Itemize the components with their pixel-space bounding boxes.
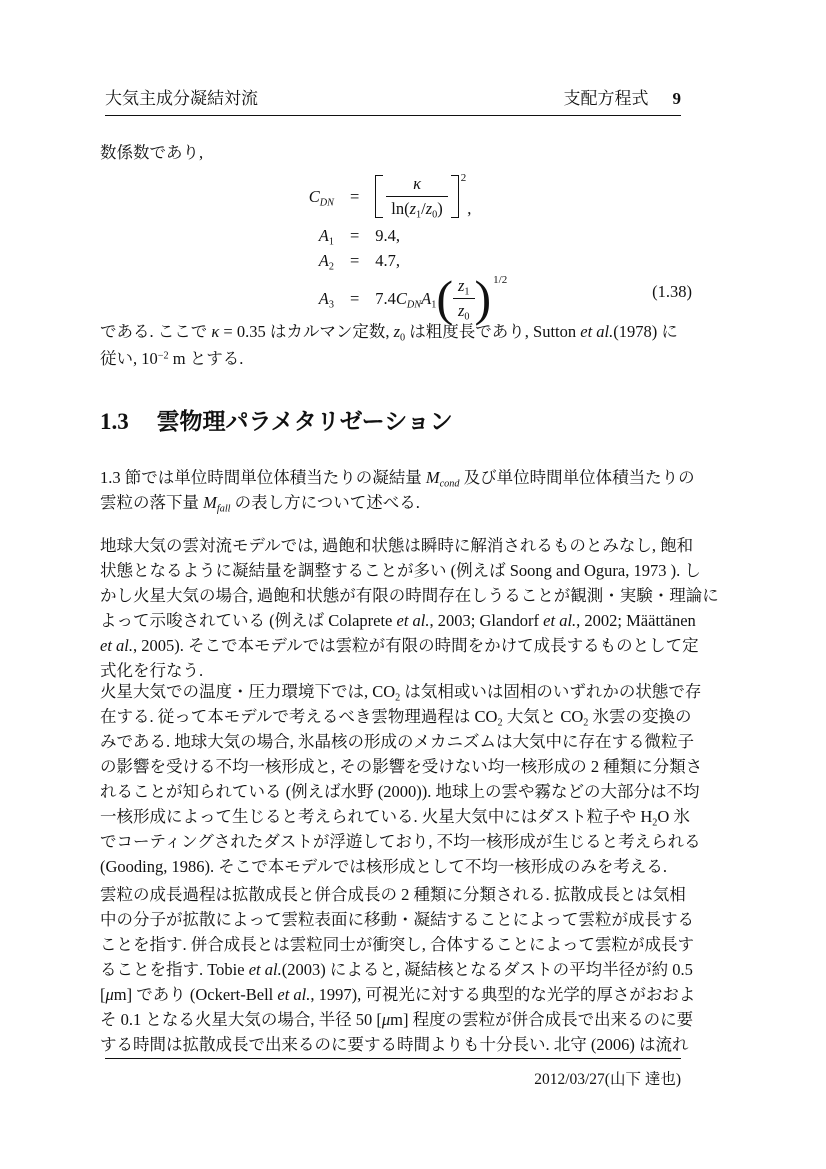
page-number: 9 [672, 89, 681, 108]
text-line: (Gooding, 1986). そこで本モデルでは核形成として不均一核形成のみを考える. [100, 857, 668, 876]
exponent: 2 [460, 172, 467, 184]
text-line: である. ここで κ = 0.35 はカルマン定数, $z_0$ は粗度長であり, Sutton et al.(1978) に [100, 322, 678, 344]
eq-rhs-cdn [375, 172, 471, 221]
text-line: [μm] であり (Ockert-Bell et al., 1997), 可視光に対する典型的な光学的厚さがおおよ [100, 985, 696, 1004]
exponent: 1/2 [493, 274, 508, 286]
text-line: 雲粒の落下量 $M_{fall}$ の表し方について述べる. [100, 493, 420, 515]
text-line: みである. 地球大気の場合, 氷晶核の形成のメカニズムは大気中に存在する微粒子 [100, 732, 694, 751]
section-number: 1.3 [100, 409, 129, 434]
left-paren-icon: ( [436, 270, 453, 326]
eq-lhs-a2: $A_2$ [318, 251, 334, 273]
text-line: 地球大気の雲対流モデルでは, 過飽和状態は瞬時に解消されるものとみなし, 飽和 [100, 536, 694, 555]
header-left-title: 大気主成分凝結対流 [105, 89, 258, 108]
fraction-denominator: $z_0$ [453, 298, 475, 321]
paragraph-nucleation [100, 679, 716, 879]
header-right-group [564, 84, 682, 109]
section-heading [100, 403, 716, 436]
eq-lhs-a1: $A_1$ [318, 226, 334, 248]
footer-credit: 2012/03/27(山下 達也) [534, 1071, 681, 1088]
eq-lhs-cdn: $C_{DN}$ [308, 186, 334, 209]
text-line: 式化を行なう. [100, 661, 204, 680]
eq-lhs-a3: $A_3$ [318, 288, 334, 311]
text-line: そ 0.1 となる火星大気の場合, 半径 50 [μm] 程度の雲粒が併合成長で出来るのに要 [100, 1010, 694, 1029]
text-line: でコーティングされたダストが浮遊しており, 不均一核形成が生じると考えられる [100, 832, 701, 851]
text-line: 数係数であり, [100, 143, 204, 162]
page-header [105, 84, 681, 116]
fraction [453, 276, 475, 321]
text-line: ることを指す. Tobie et al.(2003) によると, 凝結核となるダストの平均半径が約 0.5 [100, 960, 693, 979]
paragraph-after-equation [100, 318, 716, 372]
fraction [386, 174, 448, 219]
text-line: 火星大気での温度・圧力環境下では, $CO_2$ は気相或いは固相のいずれかの状態で存 [100, 682, 702, 704]
eq-equals: = [349, 186, 360, 206]
eq-coefficient: $7.4C_{DN}A_1$ [375, 288, 437, 311]
header-right-title: 支配方程式 [563, 89, 649, 108]
text-line: よって示唆されている (例えば Colaprete et al., 2003; Glandorf et al., 2002; Määttänen [100, 611, 696, 630]
paragraph-supersaturation [100, 533, 719, 683]
eq-equals: = [349, 251, 360, 270]
paragraph-overview [100, 465, 716, 515]
text-line: れることが知られている (例えば水野 (2000)). 地球上の雲や霧などの大部分は不均 [100, 782, 700, 801]
paragraph-intro [100, 140, 716, 165]
left-bracket-icon [375, 175, 383, 218]
text-line: 雲粒の成長過程は拡散成長と併合成長の 2 種類に分類される. 拡散成長とは気相 [100, 885, 686, 904]
text-line: 在する. 従って本モデルで考えるべき雲物理過程は $CO_2$ 大気と $CO_2$ 氷雲の変換の [100, 707, 692, 729]
equation-array [100, 172, 716, 326]
equation-number: (1.38) [652, 282, 692, 301]
text-line: 中の分子が拡散によって雲粒表面に移動・凝結することによって雲粒が成長する [100, 910, 694, 929]
fraction-numerator: κ [413, 174, 421, 193]
eq-rhs-a1: 9.4, [375, 226, 401, 245]
equation-block [100, 172, 716, 326]
text-line: 状態となるように凝結量を調整することが多い (例えば Soong and Ogura, 1973 ). し [100, 561, 701, 580]
text-line: 1.3 節では単位時間単位体積当たりの凝結量 $M_{cond}$ 及び単位時間単位体積当たりの [100, 468, 695, 490]
right-bracket-icon [451, 175, 459, 218]
text-line: の影響を受ける不均一核形成と, その影響を受けない均一核形成の 2 種類に分類さ [100, 757, 703, 776]
eq-rhs-a3 [375, 270, 508, 326]
text-line: 一核形成によって生じると考えられている. 火星大気中にはダスト粒子や $H_2O$ 氷 [100, 807, 690, 829]
eq-rhs-a2: 4.7, [375, 251, 401, 270]
trailing-comma: , [467, 198, 472, 218]
text-line: かし火星大気の場合, 過飽和状態が有限の時間存在しうることが観測・実験・理論に [100, 586, 719, 605]
eq-equals: = [349, 226, 360, 245]
paragraph-growth [100, 882, 716, 1057]
section-title: 雲物理パラメタリゼーション [156, 409, 453, 434]
page-footer [105, 1058, 681, 1089]
text-line: ことを指す. 併合成長とは雲粒同士が衝突し, 合体することによって雲粒が成長す [100, 935, 694, 954]
right-paren-icon: ) [474, 270, 492, 326]
fraction-numerator: $z_1$ [457, 276, 470, 298]
fraction-denominator: $\ln(z_1/z_0)$ [386, 196, 448, 219]
text-line: et al., 2005). そこで本モデルでは雲粒が有限の時間をかけて成長するものとして定 [100, 636, 699, 655]
text-line: する時間は拡散成長で出来るのに要する時間よりも十分長い. 北守 (2006) は流れ [100, 1035, 689, 1054]
text-line: 従い, $10^{-2}$ m とする. [100, 349, 244, 368]
eq-equals: = [349, 288, 360, 308]
